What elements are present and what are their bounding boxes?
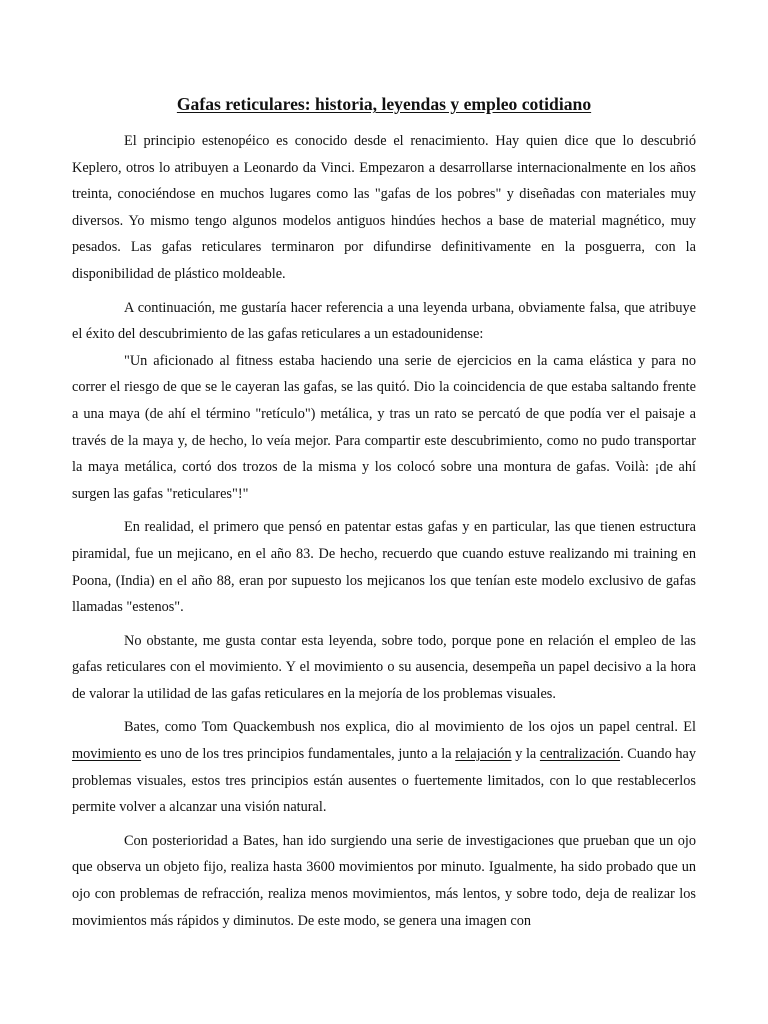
paragraph-legend-quote: "Un aficionado al fitness estaba haciendo una serie de ejercicios en la cama elástica y para no correr el riesgo de que se le cayeran las gafas, se las quitó. Dio la coincidencia de que estaba saltando frente a una maya (de ahí el término "retículo") metálica, y tras un rato se percató de que podía ver el paisaje a través de la maya y, de hecho, lo veía mejor. Para compartir este descubrimiento, como no pudo transportar la maya metálica, cortó dos trozos de la misma y los colocó sobre una montura de gafas. Voilà: ¡de ahí surgen las gafas "reticulares"!" [72,352,696,502]
paragraph-bates [72,714,696,820]
term-movimiento: movimiento [72,746,142,763]
term-relajacion: relajación [455,746,512,763]
paragraph-legend-intro: A continuación, me gustaría hacer referencia a una leyenda urbana, obviamente falsa, que atribuye el éxito del descubrimiento de las gafas reticulares a un estadounidense: [72,299,696,343]
term-centralizacion: centralización [539,746,621,763]
bates-text-4: . Cuando hay problemas visuales, estos tres principios están ausentes o fuertemente limitados, con lo que restablecerlos permite volver a alcanzar una visión natural. [72,746,696,816]
paragraph-patent: En realidad, el primero que pensó en patentar estas gafas y en particular, las que tienen estructura piramidal, fue un mejicano, en el año 83. De hecho, recuerdo que cuando estuve realizando mi training en Poona, (India) en el año 88, eran por supuesto los mejicanos los que tenían este modelo exclusivo de gafas llamadas "estenos". [72,519,696,616]
paragraph-movement: No obstante, me gusta contar esta leyenda, sobre todo, porque pone en relación el empleo de las gafas reticulares con el movimiento. Y el movimiento o su ausencia, desempeña un papel decisivo a la hora de valorar la utilidad de las gafas reticulares en la mejoría de los problemas visuales. [72,632,696,702]
document-body [72,128,696,934]
document-title: Gafas reticulares: historia, leyendas y empleo cotidiano [176,94,592,114]
paragraph-research: Con posterioridad a Bates, han ido surgiendo una serie de investigaciones que prueban que un ojo que observa un objeto fijo, realiza hasta 3600 movimientos por minuto. Igualmente, ha sido probado que un ojo con problemas de refracción, realiza menos movimientos, más lentos, y sobre todo, deja de realizar los movimientos más rápidos y diminutos. De este modo, se genera una imagen con [72,832,696,929]
bates-text-1: Bates, como Tom Quackembush nos explica, dio al movimiento de los ojos un papel central. El [124,719,696,736]
bates-text-2: es uno de los tres principios fundamentales, junto a la [141,746,456,763]
paragraph-history: El principio estenopéico es conocido desde el renacimiento. Hay quien dice que lo descubrió Keplero, otros lo atribuyen a Leonardo da Vinci. Empezaron a desarrollarse internacionalmente en los años treinta, conociéndose en muchos lugares como las "gafas de los pobres" y diseñadas con materiales muy diversos. Yo mismo tengo algunos modelos antiguos hindúes hechos a base de material magnético, muy pesados. Las gafas reticulares terminaron por difundirse definitivamente en la posguerra, con la disponibilidad de plástico moldeable. [72,133,696,282]
bates-text-3: y la [511,746,540,763]
